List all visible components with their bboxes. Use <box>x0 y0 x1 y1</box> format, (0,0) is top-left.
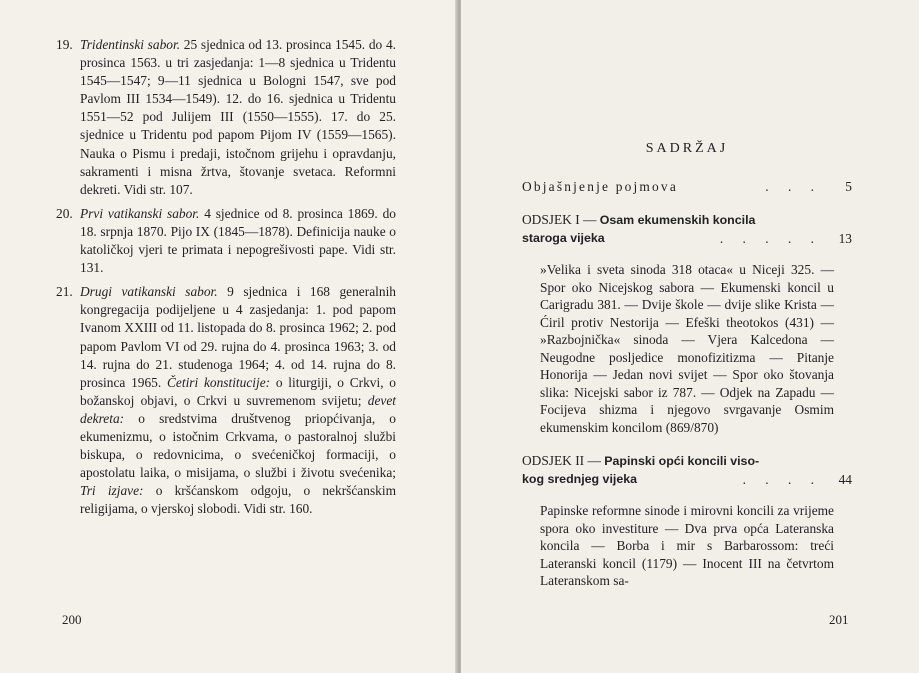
toc-dots: . . . <box>765 178 822 194</box>
toc-heading: SADRŽAJ <box>645 141 729 156</box>
section-prefix: ODSJEK I — <box>522 212 597 227</box>
toc-dots: . . . . <box>742 471 822 487</box>
entry-21 <box>56 283 396 518</box>
page-number-left: 200 <box>62 612 82 627</box>
section-description: Papinske reformne sinode i mirovni koncili za vrijeme spora oko investiture — Dva prva opća Lateranska koncila — Borba i mir s Barbarossom: treći Lateranski koncil (1179) — Inocent III na četvrtom Lateranskom sa- <box>540 503 834 588</box>
toc-intro-label: Objašnjenje pojmova <box>522 178 678 194</box>
entry-number: 20. <box>56 205 73 221</box>
toc-page: 13 <box>838 230 852 246</box>
left-page <box>0 0 457 673</box>
entry-title: Tridentinski sabor. <box>80 37 181 52</box>
section-title-line2: staroga vijeka <box>522 230 605 245</box>
entry-text: o kršćanskom odgoju, o nekršćanskim religijama, o vjerskoj slobodi. Vidi str. 160. <box>80 483 396 517</box>
entry-italic-decrees: devet dekreta: <box>80 392 396 426</box>
entry-text: o liturgiji, o Crkvi, o božanskoj objavi, o Crkvi u suvremenom svijetu; <box>80 374 396 408</box>
entry-title: Drugi vatikanski sabor. <box>80 284 218 300</box>
toc-section-2 <box>522 452 852 590</box>
toc-section-1 <box>522 211 852 436</box>
section-title-line1: Osam ekumenskih koncila <box>599 213 756 227</box>
entry-number: 19. <box>56 37 73 52</box>
toc-dots: . . . . . <box>719 230 822 246</box>
entry-italic-constitutions: Četiri konstitucije: <box>166 374 271 390</box>
page-number-right: 201 <box>829 612 849 627</box>
entry-20 <box>56 205 396 277</box>
section-prefix: ODSJEK II — <box>522 453 601 468</box>
entry-number: 21. <box>56 284 73 300</box>
entry-title: Prvi vatikanski sabor. <box>80 205 200 221</box>
entry-text: 9 sjednica i 168 generalnih kongregacija podijeljene u 4 zasjedanja: 1. pod papom Ivanom XXIII od 11. listopada do 8. prosinca 1962; 2. pod papom Pavlom VI od 29. rujna do 4. prosinca 1963; 3. od 14. rujna do 21. studenoga 1964; 4. od 14. rujna do 8. prosinca 1965. <box>80 284 396 390</box>
toc-page: 5 <box>845 178 852 194</box>
entry-text: 25 sjednica od 13. prosinca 1545. do 4. prosinca 1563. u tri zasjedanja: 1—8 sjednica u Tridentu 1545—1547; 9—11 sjednica u Bologni 1547, sve pod Pavlom III 1534—1549). 12. do 16. sjednica u Tridentu 1551—52 pod Julijem III (1550—1555). 17. do 25. sjednice u Tridentu pod papom Pijom IV (1559—1565). Nauka o Pismu i predaji, istočnom grijehu i opravdanju, sakramenti i misna žrtva, štovanje svetaca. Reformni dekreti. Vidi str. 107. <box>80 37 396 197</box>
toc-page: 44 <box>838 471 852 487</box>
table-of-contents <box>522 140 852 590</box>
entry-text: 4 sjednice od 8. prosinca 1869. do 18. srpnja 1870. Pijo IX (1845—1878). Definicija nauke o katoličkoj vjeri te primata i nepogrešivosti pape. Vidi str. 131. <box>80 205 396 276</box>
section-title-line2: kog srednjeg vijeka <box>522 471 638 486</box>
entry-19 <box>56 36 396 199</box>
section-description: »Velika i sveta sinoda 318 otaca« u Niceji 325. — Spor oko Nicejskog sabora — Ekumenski koncil u Carigradu 381. — Dvije škole — dvije slike Krista — Ćiril protiv Nestorija — Efeški theotokos (431) — »Razbojnička« sinoda — Vjera Kalcedona — Neugodne posljedice monofizitizma — Pitanje Honorija — Jedan novi svijet — Spor oko štovanja slika: Nicejski sabor iz 787. — Odjek na Zapadu — Focijeva shizma i njegovo svrgavanje Osmim ekumenskim koncilom (869/870) <box>540 262 834 435</box>
toc-intro-line <box>522 178 852 196</box>
entry-text: o sredstvima društvenog priopćivanja, o ekumenizmu, o istočnim Crkvama, o pastoralnoj službi biskupa, o redovnicima, o svećeničkoj formaciji, o apostolatu laika, o misijama, o službi i životu svećenika; <box>80 410 396 481</box>
left-page-text <box>56 36 396 524</box>
section-title-line1: Papinski opći koncili viso- <box>604 454 760 468</box>
entry-italic-declarations: Tri izjave: <box>80 483 144 499</box>
